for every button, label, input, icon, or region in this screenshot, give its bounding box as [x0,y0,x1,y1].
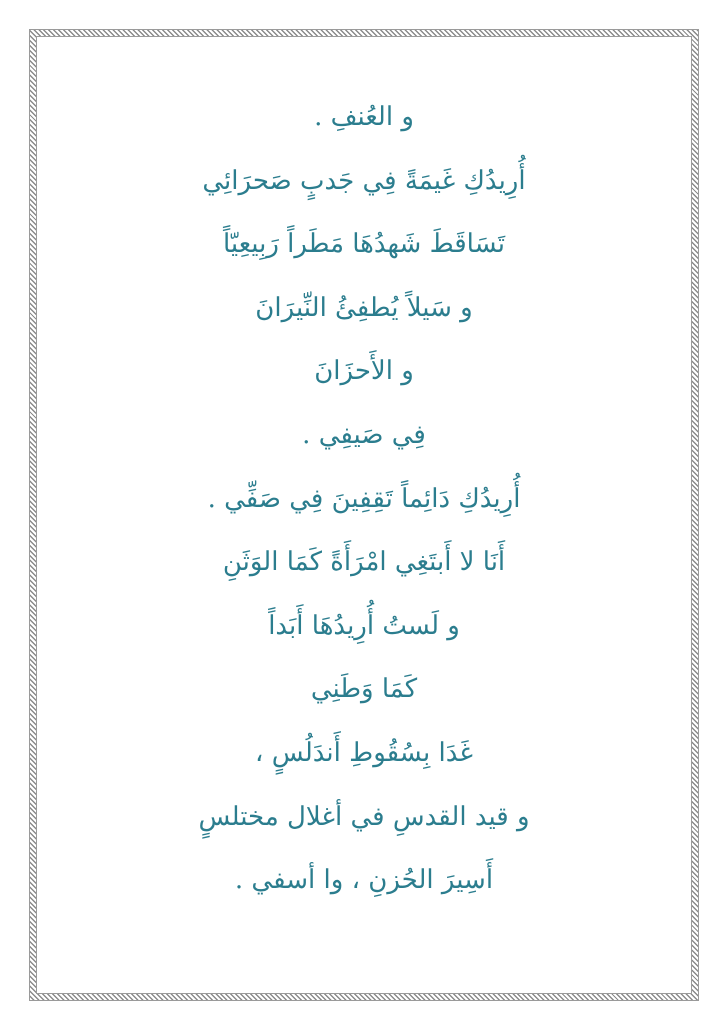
poem-line: فِي صَيفِي . [302,419,426,450]
poem-line: و العُنفِ . [314,102,414,132]
poem-text [0,86,728,913]
poem-line: و لَستُ أُرِيدُهَا أَبَداً [268,610,460,641]
poem-line: و قيد القدسِ في أغلال مختلسٍ [198,801,530,832]
poem-line: أُرِيدُكِ غَيمَةً فِي جَدبٍ صَحرَائِي [202,165,526,196]
poem-line: أَسِيرَ الحُزنِ ، وا أسفي . [234,865,494,896]
poem-line: و سَيلاً يُطفِئُ النِّيرَانَ [255,292,473,323]
poem-line: كَمَا وَطَنِي [310,674,418,705]
poem-line: غَدَا بِسُقُوطِ أَندَلُسٍ ، [255,737,473,768]
poem-line: و الأَحزَانَ [314,356,414,387]
poem-line: تَسَاقَطَ شَهدُهَا مَطَراً رَبِيعِيّاً [222,229,506,260]
poem-line: أَنَا لا أَبتَغِي امْرَأَةً كَمَا الوَثَنِ [222,547,506,578]
poem-line: أُرِيدُكِ دَائِماً تَقِفِينَ فِي صَفِّي . [207,483,521,514]
